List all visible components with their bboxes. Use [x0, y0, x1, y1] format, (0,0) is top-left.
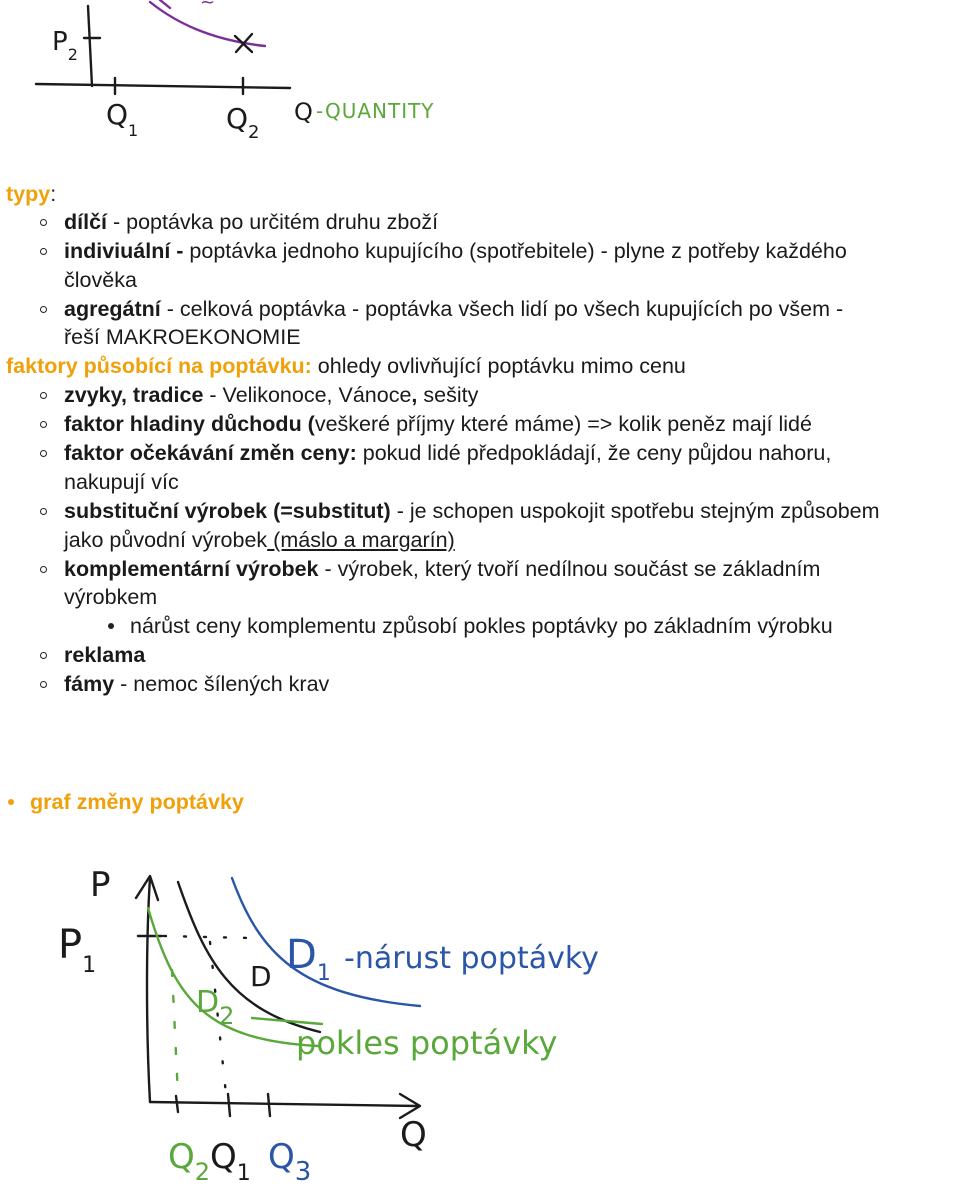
factor-complement: komplementární výrobek - výrobek, který tvoří nedílnou součást se základním: [64, 557, 821, 581]
d2-label: $D_2$: [196, 985, 235, 1030]
q2-label: $Q_2$: [168, 1137, 211, 1186]
factor-complement-sub: nárůst ceny komplementu způsobí pokles poptávky po základním výrobku: [130, 614, 833, 638]
bullet-icon: [40, 219, 47, 226]
factor-substitute: substituční výrobek (=substitut) - je schopen uspokojit spotřebu stejným způsobem: [64, 499, 880, 523]
type-item-aggregate-cont: řeší MAKROEKONOMIE: [64, 325, 301, 349]
bullet-icon: [40, 681, 47, 688]
p2-label: $P_2$: [52, 27, 78, 64]
bullet-icon: [40, 652, 47, 659]
factor-rumors: fámy - nemoc šílených krav: [64, 672, 330, 696]
d-label: D: [250, 960, 272, 993]
bullet-icon: [8, 799, 14, 805]
x-axis: [36, 84, 290, 88]
factor-expectations-cont: nakupují víc: [64, 470, 179, 494]
type-item-partial: dílčí - poptávka po určitém druhu zboží: [64, 210, 439, 234]
quantity-label: -QUANTITY: [316, 99, 435, 123]
d1-note: -nárust poptávky: [344, 941, 599, 976]
p-label: P: [90, 865, 111, 905]
y-axis-arrow: [136, 876, 158, 900]
factor-complement-cont: výrobkem: [64, 585, 158, 609]
bullet-icon: [40, 421, 47, 428]
demand-shift-sketch: [0, 850, 960, 1200]
purple-curve-tail: [160, 0, 170, 8]
q3-tick: [268, 1094, 270, 1116]
q1-label: $Q_1$: [106, 98, 139, 140]
factor-substitute-cont: jako původní výrobek (máslo a margarín): [64, 528, 455, 552]
factor-customs: zvyky, tradice - Velikonoce, Vánoce, sešity: [64, 383, 479, 407]
bullet-icon: [108, 623, 114, 629]
q2-label: $Q_2$: [226, 102, 260, 143]
q-axis-label: Q: [400, 1115, 427, 1155]
d2-note: pokles poptávky: [296, 1024, 558, 1062]
bullet-icon: [40, 306, 47, 313]
bullet-icon: [40, 392, 47, 399]
factors-heading: faktory působící na poptávku: ohledy ovlivňující poptávku mimo cenu: [6, 354, 686, 378]
q1-tick: [228, 1094, 230, 1116]
q3-label: $Q_3$: [268, 1137, 312, 1187]
bullet-icon: [40, 248, 47, 255]
graph-heading: graf změny poptávky: [30, 790, 244, 814]
type-item-aggregate: agregátní - celková poptávka - poptávka všech lidí po všech kupujících po všem -: [64, 297, 844, 321]
top-sketch: [0, 0, 960, 160]
y-axis: [88, 6, 92, 86]
q-label: Q: [294, 98, 313, 126]
q1-label: $Q_1$: [210, 1137, 251, 1186]
q2-tick-k: [176, 1096, 178, 1112]
type-item-individual: indiviuální - poptávka jednoho kupujícího (spotřebitele) - plyne z potřeby každého: [64, 239, 847, 263]
types-heading: typy:: [6, 182, 57, 206]
p1-dotted-guide: [164, 936, 250, 938]
q2-dotted-guide: [172, 970, 178, 1096]
factor-advertising: reklama: [64, 643, 146, 667]
purple-label-fragment: ~: [200, 0, 216, 13]
d1-label: $D_1$: [286, 932, 331, 986]
bullet-icon: [40, 450, 47, 457]
p1-label: $P_1$: [58, 922, 97, 978]
factor-expectations: faktor očekávání změn ceny: pokud lidé předpokládají, že ceny půjdou nahoru,: [64, 441, 832, 465]
x-axis: [150, 1102, 418, 1106]
bullet-icon: [40, 508, 47, 515]
type-item-individual-cont: člověka: [64, 268, 137, 292]
bullet-icon: [40, 566, 47, 573]
factor-income: faktor hladiny důchodu (veškeré příjmy které máme) => kolik peněz mají lidé: [64, 412, 812, 436]
